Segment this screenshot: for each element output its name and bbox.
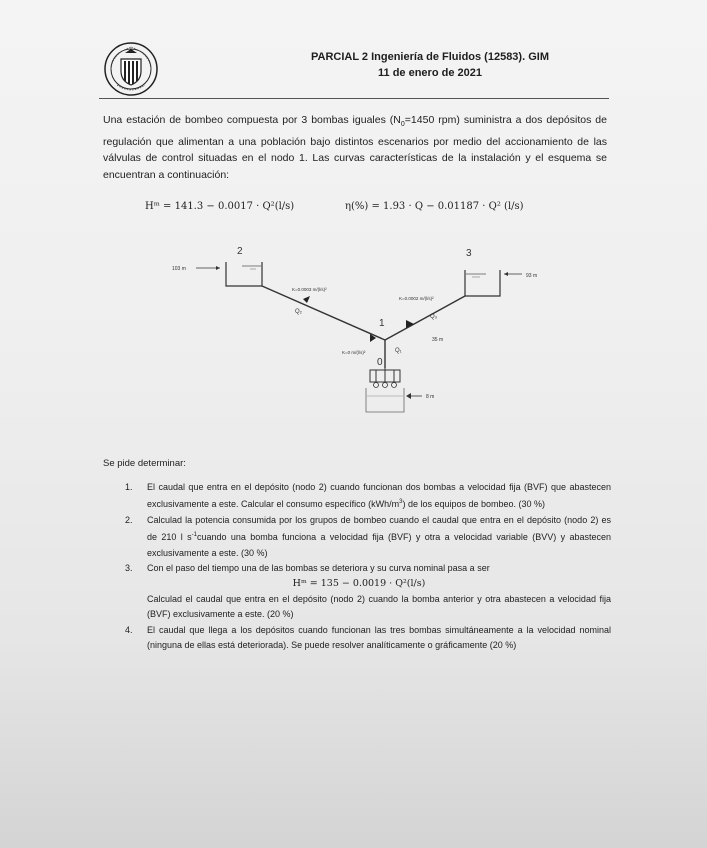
- pipe-3-coefficient: K=0.0002 m/(l/s)²: [399, 296, 434, 301]
- exam-title: PARCIAL 2 Ingeniería de Fluidos (12583). GIM: [311, 51, 549, 63]
- elevation-node-1: 35 m: [432, 337, 444, 343]
- questions-heading: Se pide determinar:: [103, 458, 186, 469]
- network-diagram: [150, 240, 560, 420]
- question-item: 4. El caudal que llega a los depósitos cuando funcionan las tres bombas simultáneamente a la velocidad nominal (ninguna de ellas está deteriorada). Se puede resolver analíticamente o gráficamente (20 %): [125, 624, 611, 651]
- university-seal-icon: [103, 41, 159, 97]
- question-item: 3. Con el paso del tiempo una de las bombas se deteriora y su curva nominal pasa a ser Hᵐ = 135 − 0.0019 · Q²(l/s) Calculad el caudal que entra en el depósito (nodo 2) cuando la bomba anterior y otra abastecen a velocidad fija (BVF) exclusivamente a este. (20 %): [125, 563, 611, 620]
- node-0-label: 0: [377, 357, 383, 368]
- flow-arrow-q2: [303, 296, 310, 303]
- exam-header: [300, 49, 560, 81]
- flow-q3-label: Q₃: [430, 314, 438, 320]
- question-item: 1. El caudal que entra en el depósito (nodo 2) cuando funcionan dos bombas a velocidad fija (BVF) que abastecen exclusivamente a este. Calcular el consumo específico $(kWh/m^3)$ de los equipos de bombeo. (30 %): [125, 482, 611, 510]
- reservoir-node-2: [226, 262, 262, 286]
- elevation-node-3: 93 m: [526, 273, 538, 279]
- header-divider: [99, 98, 609, 99]
- question-item: 2. Calculad la potencia consumida por los grupos de bombeo cuando el caudal que entra en el depósito (nodo 2) es de 210 l $s^{-1}cuando$ una bomba funciona a velocidad fija (BVF) y otra a velocidad variable (BVV) y abastecen exclusivamente a este. (30 %): [125, 514, 611, 558]
- deteriorated-pump-curve: Hᵐ = 135 − 0.0019 · Q²(l/s): [292, 578, 426, 590]
- reservoir-node-3: [465, 270, 500, 296]
- flow-q1-label: Q₁: [395, 348, 402, 354]
- problem-statement: Una estación de bombeo compuesta por 3 bombas iguales ($N_0=1450$ rpm) suministra a dos depósitos de regulación que alimentan a una población bajo distintos escenarios por medio del accionamiento de las válvulas de control situadas en el nodo 1. Las curvas características de la instalación y el esquema se encuentran a continuación:: [103, 114, 607, 181]
- questions-list: [125, 480, 611, 653]
- flow-q2-label: Q₂: [295, 309, 302, 315]
- exam-date: 11 de enero de 2021: [378, 67, 482, 79]
- pump-head-curve: Hᵐ = 141.3 − 0.0017 · Q²(l/s): [145, 201, 295, 212]
- elevation-node-2: 103 m: [172, 266, 186, 272]
- suction-tank: [366, 388, 404, 412]
- node-1-label: 1: [379, 318, 385, 329]
- pipe-1-coefficient: K=0 m/(l/s)²: [342, 350, 366, 355]
- elevation-node-0: 8 m: [426, 394, 435, 400]
- pipe-2-coefficient: K=0.0003 m/(l/s)²: [292, 287, 327, 292]
- pump-efficiency-curve: η(%) = 1.93 · Q − 0.01187 · Q² (l/s): [345, 201, 524, 212]
- node-3-label: 3: [466, 248, 472, 259]
- pipe-1-3: [385, 296, 465, 340]
- node-2-label: 2: [237, 246, 243, 257]
- pump-station-icon: [370, 368, 400, 388]
- pipe-1-2: [262, 286, 385, 340]
